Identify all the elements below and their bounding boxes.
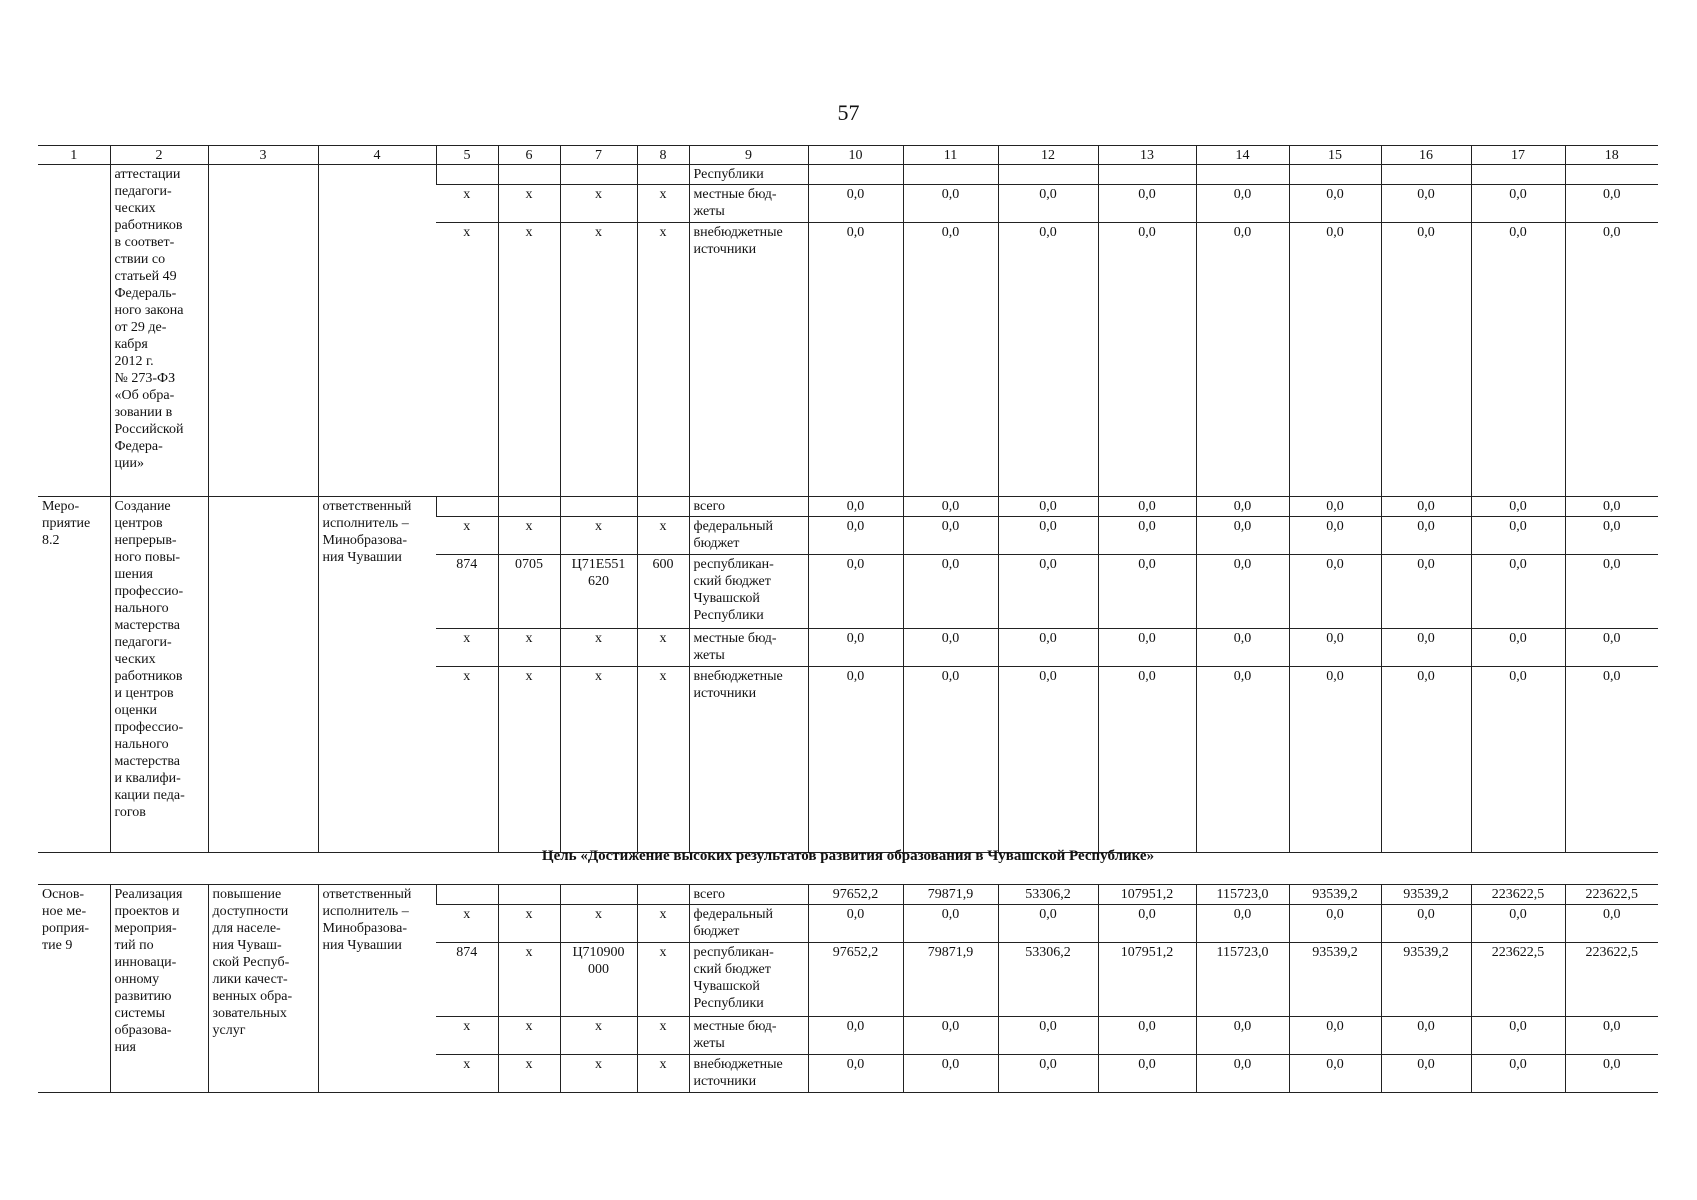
code-cell-c8: x: [637, 1017, 689, 1055]
header-cell: 15: [1289, 146, 1381, 165]
amount-cell: [1471, 165, 1565, 185]
code-cell-c8: [637, 165, 689, 185]
amount-cell: 0,0: [1098, 185, 1196, 223]
code-cell-c6: x: [498, 185, 560, 223]
page-number: 57: [837, 100, 860, 125]
amount-cell: 0,0: [1098, 667, 1196, 853]
amount-cell: 0,0: [1565, 497, 1658, 517]
amount-cell: 0,0: [1381, 185, 1471, 223]
code-cell-c8: x: [637, 667, 689, 853]
code-cell-c6: x: [498, 667, 560, 853]
amount-cell: 0,0: [1381, 905, 1471, 943]
funding-source: местные бюд- жеты: [689, 185, 808, 223]
amount-cell: 0,0: [1381, 667, 1471, 853]
code-cell-c7: x: [560, 1017, 637, 1055]
amount-cell: 0,0: [1381, 1017, 1471, 1055]
activity-number: Меро- приятие 8.2: [38, 497, 110, 853]
amount-cell: 0,0: [1565, 629, 1658, 667]
amount-cell: 0,0: [1196, 517, 1289, 555]
amount-cell: [1381, 165, 1471, 185]
amount-cell: 0,0: [1289, 629, 1381, 667]
code-cell-c8: x: [637, 517, 689, 555]
code-cell-c6: x: [498, 943, 560, 1017]
amount-cell: 0,0: [1471, 1017, 1565, 1055]
code-cell-c7: x: [560, 629, 637, 667]
code-cell-c8: x: [637, 185, 689, 223]
code-cell-c8: x: [637, 629, 689, 667]
amount-cell: 0,0: [1098, 555, 1196, 629]
amount-cell: 0,0: [998, 905, 1098, 943]
code-cell-c6: x: [498, 629, 560, 667]
amount-cell: 0,0: [1381, 497, 1471, 517]
amount-cell: [1565, 165, 1658, 185]
amount-cell: 0,0: [1565, 1017, 1658, 1055]
budget-table-bottom: [38, 884, 1658, 1093]
amount-cell: 115723,0: [1196, 885, 1289, 905]
col3-empty: [208, 165, 318, 497]
code-cell-c8: [637, 885, 689, 905]
funding-source: всего: [689, 885, 808, 905]
activity-description: Создание центров непрерыв- ного повы- шения профессио- нального мастерства педагоги- ческих работников и центров оценки профессио- нального мастерства и квалифи- кации педа- гогов: [110, 497, 208, 853]
header-cell: 11: [903, 146, 998, 165]
amount-cell: 0,0: [998, 1017, 1098, 1055]
amount-cell: 0,0: [1289, 497, 1381, 517]
amount-cell: 0,0: [1098, 629, 1196, 667]
code-cell-c5: x: [436, 517, 498, 555]
funding-source: местные бюд- жеты: [689, 629, 808, 667]
amount-cell: 0,0: [808, 1017, 903, 1055]
amount-cell: 0,0: [1289, 185, 1381, 223]
amount-cell: 0,0: [903, 1055, 998, 1093]
code-cell-c5: [436, 497, 498, 517]
amount-cell: 0,0: [903, 1017, 998, 1055]
amount-cell: 0,0: [1098, 223, 1196, 497]
amount-cell: 0,0: [808, 185, 903, 223]
funding-source: республикан- ский бюджет Чувашской Республики: [689, 555, 808, 629]
amount-cell: 93539,2: [1381, 885, 1471, 905]
amount-cell: 0,0: [903, 555, 998, 629]
amount-cell: 0,0: [1565, 905, 1658, 943]
amount-cell: [808, 165, 903, 185]
amount-cell: 115723,0: [1196, 943, 1289, 1017]
amount-cell: 0,0: [1196, 497, 1289, 517]
amount-cell: 0,0: [998, 185, 1098, 223]
amount-cell: 0,0: [1289, 517, 1381, 555]
amount-cell: 0,0: [1471, 1055, 1565, 1093]
code-cell-c7: x: [560, 667, 637, 853]
amount-cell: 0,0: [903, 497, 998, 517]
responsible-executor: ответственный исполнитель – Минобразова- ния Чувашии: [318, 497, 436, 853]
amount-cell: 97652,2: [808, 943, 903, 1017]
amount-cell: 0,0: [1565, 223, 1658, 497]
amount-cell: 0,0: [1565, 555, 1658, 629]
header-cell: 18: [1565, 146, 1658, 165]
amount-cell: 0,0: [1471, 517, 1565, 555]
header-row: [38, 146, 1658, 165]
code-cell-c5: x: [436, 629, 498, 667]
funding-source: внебюджетные источники: [689, 667, 808, 853]
amount-cell: 0,0: [903, 905, 998, 943]
header-cell: 10: [808, 146, 903, 165]
amount-cell: 0,0: [1471, 497, 1565, 517]
amount-cell: 0,0: [1381, 629, 1471, 667]
amount-cell: 0,0: [808, 517, 903, 555]
code-cell-c8: x: [637, 1055, 689, 1093]
code-cell-c5: 874: [436, 555, 498, 629]
amount-cell: 79871,9: [903, 885, 998, 905]
code-cell-c6: x: [498, 905, 560, 943]
amount-cell: 0,0: [1381, 555, 1471, 629]
amount-cell: 0,0: [998, 555, 1098, 629]
amount-cell: 0,0: [1196, 905, 1289, 943]
code-cell-c7: x: [560, 905, 637, 943]
amount-cell: 107951,2: [1098, 885, 1196, 905]
code-cell-c6: [498, 497, 560, 517]
amount-cell: [1098, 165, 1196, 185]
amount-cell: 0,0: [998, 223, 1098, 497]
amount-cell: 93539,2: [1381, 943, 1471, 1017]
amount-cell: 0,0: [1471, 555, 1565, 629]
code-cell-c5: x: [436, 1055, 498, 1093]
amount-cell: 223622,5: [1471, 885, 1565, 905]
amount-cell: 93539,2: [1289, 885, 1381, 905]
amount-cell: 0,0: [1381, 1055, 1471, 1093]
amount-cell: 0,0: [1565, 1055, 1658, 1093]
funding-source: Республики: [689, 165, 808, 185]
amount-cell: 0,0: [1196, 667, 1289, 853]
amount-cell: 0,0: [1289, 1055, 1381, 1093]
amount-cell: 0,0: [1289, 1017, 1381, 1055]
header-cell: 1: [38, 146, 110, 165]
col1-empty: [38, 165, 110, 497]
amount-cell: 0,0: [1196, 185, 1289, 223]
amount-cell: 0,0: [998, 517, 1098, 555]
code-cell-c5: x: [436, 223, 498, 497]
amount-cell: 53306,2: [998, 943, 1098, 1017]
amount-cell: 0,0: [1196, 555, 1289, 629]
code-cell-c6: [498, 165, 560, 185]
code-cell-c6: x: [498, 1055, 560, 1093]
code-cell-c6: 0705: [498, 555, 560, 629]
header-cell: 7: [560, 146, 637, 165]
funding-source: федеральный бюджет: [689, 517, 808, 555]
code-cell-c7: Ц710900 000: [560, 943, 637, 1017]
amount-cell: 0,0: [998, 1055, 1098, 1093]
funding-source: всего: [689, 497, 808, 517]
header-cell: 9: [689, 146, 808, 165]
amount-cell: 0,0: [903, 223, 998, 497]
activity-goal: [208, 497, 318, 853]
amount-cell: 0,0: [903, 629, 998, 667]
code-cell-c6: x: [498, 223, 560, 497]
amount-cell: 0,0: [1196, 223, 1289, 497]
code-cell-c8: 600: [637, 555, 689, 629]
amount-cell: 0,0: [1381, 223, 1471, 497]
amount-cell: 0,0: [1098, 497, 1196, 517]
amount-cell: 0,0: [1289, 905, 1381, 943]
amount-cell: 223622,5: [1565, 943, 1658, 1017]
table-row: [38, 165, 1658, 185]
amount-cell: 0,0: [1289, 667, 1381, 853]
code-cell-c5: 874: [436, 943, 498, 1017]
amount-cell: 0,0: [1196, 629, 1289, 667]
funding-source: внебюджетные источники: [689, 1055, 808, 1093]
code-cell-c7: [560, 497, 637, 517]
header-cell: 16: [1381, 146, 1471, 165]
amount-cell: 0,0: [1471, 667, 1565, 853]
code-cell-c7: x: [560, 517, 637, 555]
amount-cell: [1196, 165, 1289, 185]
header-cell: 8: [637, 146, 689, 165]
responsible-executor: ответственный исполнитель – Минобразова- ния Чувашии: [318, 885, 436, 1093]
goal-heading: Цель «Достижение высоких результатов развития образования в Чувашской Республике»: [541, 848, 1155, 864]
amount-cell: 0,0: [1289, 555, 1381, 629]
header-cell: 2: [110, 146, 208, 165]
budget-table-top: [38, 145, 1658, 853]
header-cell: 13: [1098, 146, 1196, 165]
code-cell-c7: x: [560, 223, 637, 497]
amount-cell: 0,0: [1565, 185, 1658, 223]
code-cell-c7: [560, 165, 637, 185]
amount-cell: 0,0: [1098, 905, 1196, 943]
funding-source: федеральный бюджет: [689, 905, 808, 943]
amount-cell: 0,0: [808, 629, 903, 667]
header-cell: 14: [1196, 146, 1289, 165]
amount-cell: 0,0: [1471, 223, 1565, 497]
code-cell-c5: x: [436, 1017, 498, 1055]
amount-cell: 0,0: [1471, 629, 1565, 667]
amount-cell: 0,0: [998, 497, 1098, 517]
code-cell-c5: [436, 165, 498, 185]
amount-cell: 0,0: [998, 629, 1098, 667]
code-cell-c6: x: [498, 517, 560, 555]
code-cell-c6: x: [498, 1017, 560, 1055]
amount-cell: 93539,2: [1289, 943, 1381, 1017]
activity-goal: повышение доступности для населе- ния Чуваш- ской Респуб- лики качест- венных обра- зовательных услуг: [208, 885, 318, 1093]
activity-description: аттестации педагоги- ческих работников в соответ- ствии со статьей 49 Федераль- ного закона от 29 де- кабря 2012 г. № 273-ФЗ «Об обра- зовании в Российской Федера- ции»: [110, 165, 208, 497]
code-cell-c8: x: [637, 943, 689, 1017]
amount-cell: 0,0: [1565, 517, 1658, 555]
amount-cell: 0,0: [1381, 517, 1471, 555]
amount-cell: 0,0: [1196, 1017, 1289, 1055]
activity-description: Реализация проектов и мероприя- тий по инноваци- онному развитию системы образова- ния: [110, 885, 208, 1093]
amount-cell: 0,0: [808, 223, 903, 497]
amount-cell: [998, 165, 1098, 185]
code-cell-c8: [637, 497, 689, 517]
amount-cell: [903, 165, 998, 185]
code-cell-c5: x: [436, 667, 498, 853]
header-cell: 6: [498, 146, 560, 165]
code-cell-c7: x: [560, 1055, 637, 1093]
amount-cell: 79871,9: [903, 943, 998, 1017]
amount-cell: 0,0: [808, 555, 903, 629]
funding-source: местные бюд- жеты: [689, 1017, 808, 1055]
amount-cell: 0,0: [808, 1055, 903, 1093]
table-row: [38, 885, 1658, 905]
code-cell-c5: [436, 885, 498, 905]
code-cell-c7: x: [560, 185, 637, 223]
amount-cell: 0,0: [1098, 1055, 1196, 1093]
amount-cell: 0,0: [1289, 223, 1381, 497]
header-cell: 4: [318, 146, 436, 165]
code-cell-c7: [560, 885, 637, 905]
amount-cell: 0,0: [1098, 517, 1196, 555]
funding-source: внебюджетные источники: [689, 223, 808, 497]
amount-cell: 0,0: [1196, 1055, 1289, 1093]
amount-cell: 0,0: [903, 667, 998, 853]
amount-cell: 223622,5: [1565, 885, 1658, 905]
amount-cell: 0,0: [808, 905, 903, 943]
amount-cell: 0,0: [1565, 667, 1658, 853]
code-cell-c8: x: [637, 905, 689, 943]
amount-cell: 223622,5: [1471, 943, 1565, 1017]
amount-cell: 0,0: [1471, 185, 1565, 223]
amount-cell: 53306,2: [998, 885, 1098, 905]
amount-cell: 0,0: [808, 497, 903, 517]
header-cell: 5: [436, 146, 498, 165]
amount-cell: 0,0: [808, 667, 903, 853]
code-cell-c8: x: [637, 223, 689, 497]
header-cell: 3: [208, 146, 318, 165]
funding-source: республикан- ский бюджет Чувашской Республики: [689, 943, 808, 1017]
code-cell-c5: x: [436, 905, 498, 943]
amount-cell: 0,0: [903, 517, 998, 555]
amount-cell: [1289, 165, 1381, 185]
header-cell: 17: [1471, 146, 1565, 165]
col4-empty: [318, 165, 436, 497]
activity-number: Основ- ное ме- роприя- тие 9: [38, 885, 110, 1093]
header-cell: 12: [998, 146, 1098, 165]
amount-cell: 0,0: [998, 667, 1098, 853]
amount-cell: 0,0: [903, 185, 998, 223]
amount-cell: 97652,2: [808, 885, 903, 905]
amount-cell: 0,0: [1471, 905, 1565, 943]
code-cell-c5: x: [436, 185, 498, 223]
code-cell-c6: [498, 885, 560, 905]
amount-cell: 0,0: [1098, 1017, 1196, 1055]
table-row: [38, 497, 1658, 517]
code-cell-c7: Ц71Е551 620: [560, 555, 637, 629]
amount-cell: 107951,2: [1098, 943, 1196, 1017]
